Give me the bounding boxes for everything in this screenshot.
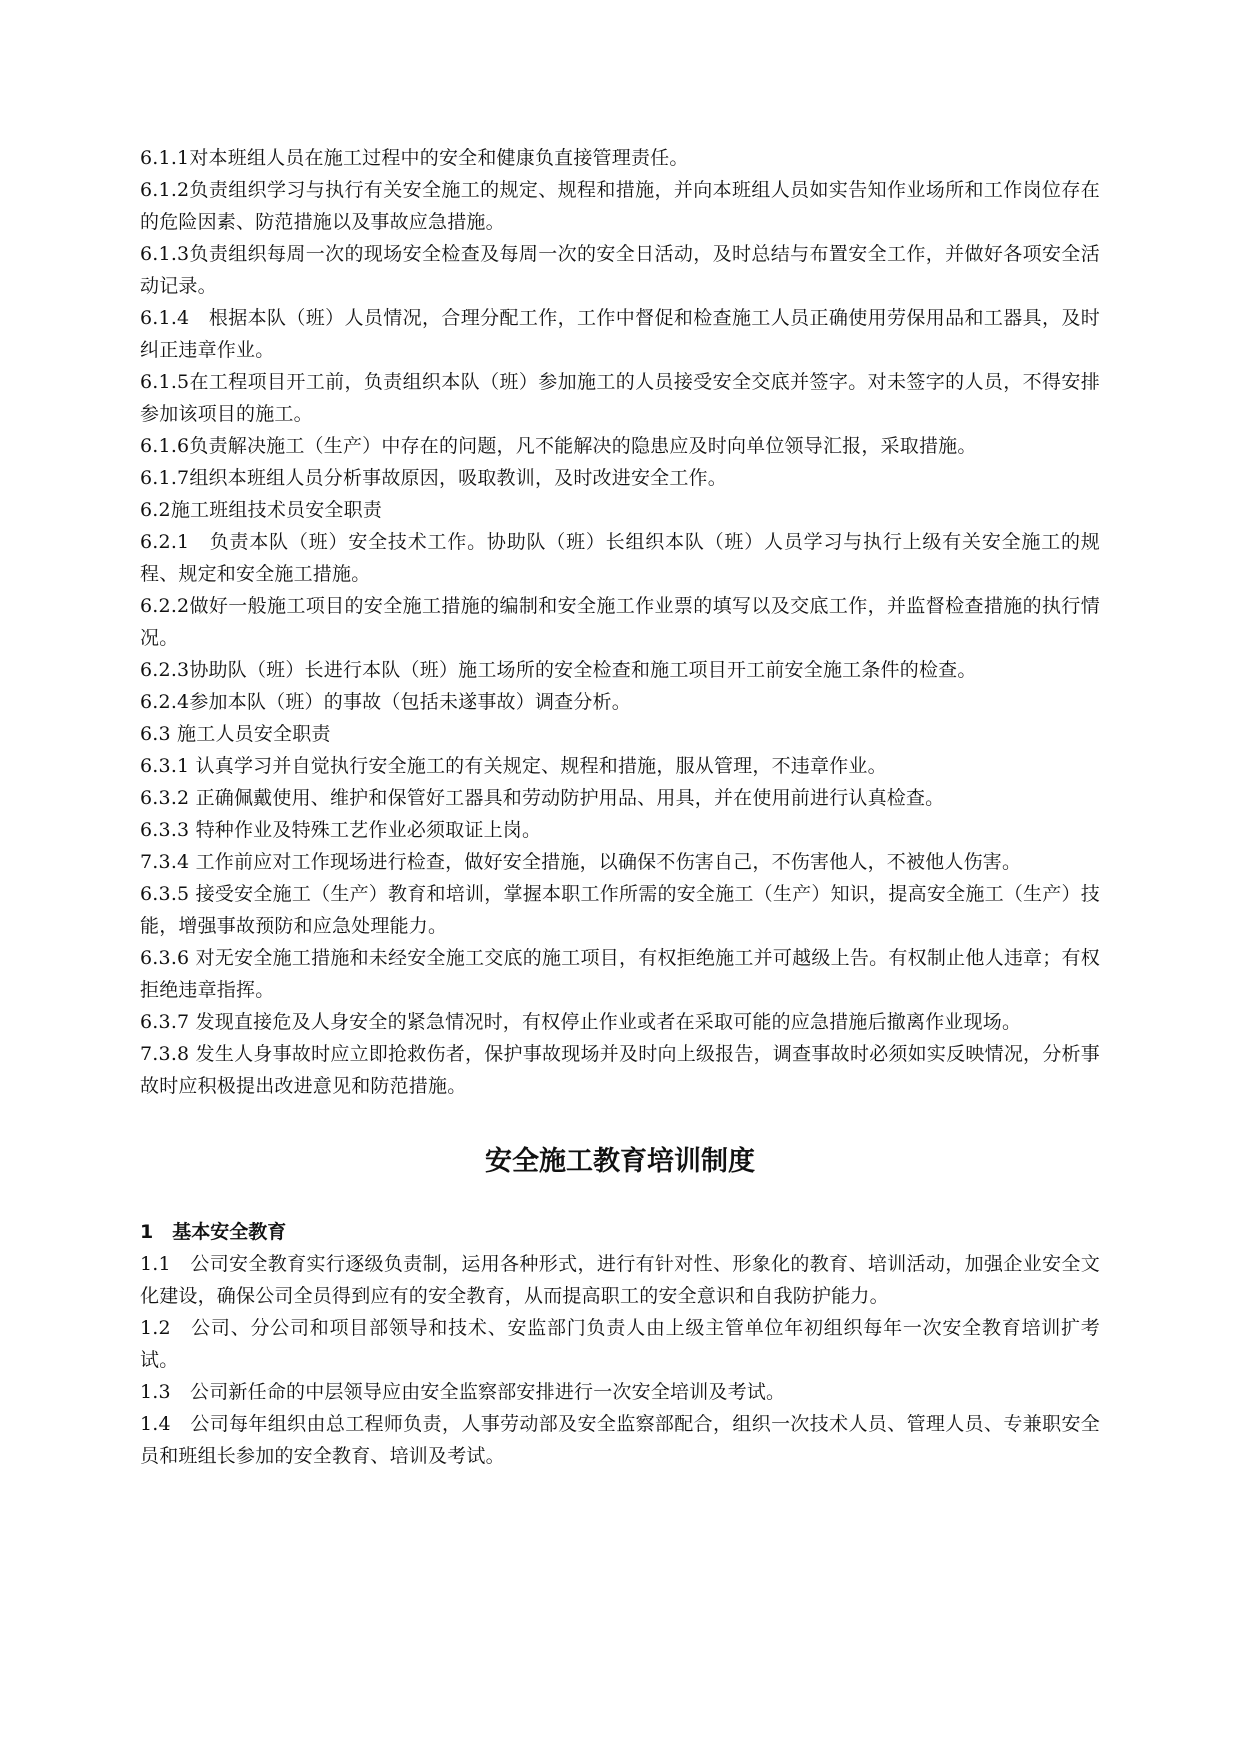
paragraph-6-1-2: 6.1.2负责组织学习与执行有关安全施工的规定、规程和措施，并向本班组人员如实告知作业场所和工作岗位存在的危险因素、防范措施以及事故应急措施。 (140, 179, 1100, 233)
paragraph-6-1-7: 6.1.7组织本班组人员分析事故原因，吸取教训，及时改进安全工作。 (140, 467, 727, 489)
paragraph-6-3-5: 6.3.5 接受安全施工（生产）教育和培训，掌握本职工作所需的安全施工（生产）知识，提高安全施工（生产）技能，增强事故预防和应急处理能力。 (140, 883, 1100, 937)
paragraph-6-2-4: 6.2.4参加本队（班）的事故（包括未遂事故）调查分析。 (140, 691, 631, 713)
paragraph-7-3-4: 7.3.4 工作前应对工作现场进行检查，做好安全措施，以确保不伤害自己，不伤害他人，不被他人伤害。 (140, 851, 1022, 873)
paragraph-6-1-5: 6.1.5在工程项目开工前，负责组织本队（班）参加施工的人员接受安全交底并签字。对未签字的人员，不得安排参加该项目的施工。 (140, 371, 1100, 425)
paragraph-6-3-1: 6.3.1 认真学习并自觉执行安全施工的有关规定、规程和措施，服从管理，不违章作业。 (140, 755, 887, 777)
paragraph-6-2-3: 6.2.3协助队（班）长进行本队（班）施工场所的安全检查和施工项目开工前安全施工条件的检查。 (140, 659, 977, 681)
responsibilities-section (140, 142, 1100, 1102)
paragraph-6-3-2: 6.3.2 正确佩戴使用、维护和保管好工器具和劳动防护用品、用具，并在使用前进行认真检查。 (140, 787, 945, 809)
document-title: 安全施工教育培训制度 (485, 1146, 755, 1177)
paragraph-6-1-3: 6.1.3负责组织每周一次的现场安全检查及每周一次的安全日活动，及时总结与布置安全工作，并做好各项安全活动记录。 (140, 243, 1100, 297)
subsection-heading-6-2: 6.2施工班组技术员安全职责 (140, 499, 383, 521)
subsection-heading-6-3: 6.3 施工人员安全职责 (140, 723, 331, 745)
paragraph-6-3-7: 6.3.7 发现直接危及人身安全的紧急情况时，有权停止作业或者在采取可能的应急措施后撤离作业现场。 (140, 1011, 1022, 1033)
paragraph-1-3: 1.3 公司新任命的中层领导应由安全监察部安排进行一次安全培训及考试。 (140, 1381, 786, 1403)
paragraph-6-1-4: 6.1.4 根据本队（班）人员情况，合理分配工作，工作中督促和检查施工人员正确使用劳保用品和工器具，及时纠正违章作业。 (140, 307, 1100, 361)
paragraph-1-2: 1.2 公司、分公司和项目部领导和技术、安监部门负责人由上级主管单位年初组织每年一次安全教育培训扩考试。 (140, 1317, 1100, 1371)
education-section (140, 1216, 1100, 1472)
paragraph-1-4: 1.4 公司每年组织由总工程师负责，人事劳动部及安全监察部配合，组织一次技术人员、管理人员、专兼职安全员和班组长参加的安全教育、培训及考试。 (140, 1413, 1100, 1467)
paragraph-1-1: 1.1 公司安全教育实行逐级负责制，运用各种形式，进行有针对性、形象化的教育、培训活动，加强企业安全文化建设，确保公司全员得到应有的安全教育，从而提高职工的安全意识和自我防护能力。 (140, 1253, 1100, 1307)
paragraph-6-3-6: 6.3.6 对无安全施工措施和未经安全施工交底的施工项目，有权拒绝施工并可越级上告。有权制止他人违章；有权拒绝违章指挥。 (140, 947, 1100, 1001)
paragraph-6-1-6: 6.1.6负责解决施工（生产）中存在的问题，凡不能解决的隐患应及时向单位领导汇报，采取措施。 (140, 435, 977, 457)
paragraph-6-2-2: 6.2.2做好一般施工项目的安全施工措施的编制和安全施工作业票的填写以及交底工作，并监督检查措施的执行情况。 (140, 595, 1100, 649)
document-content (140, 142, 1100, 1472)
paragraph-6-2-1: 6.2.1 负责本队（班）安全技术工作。协助队（班）长组织本队（班）人员学习与执行上级有关安全施工的规程、规定和安全施工措施。 (140, 531, 1100, 585)
paragraph-7-3-8: 7.3.8 发生人身事故时应立即抢救伤者，保护事故现场并及时向上级报告，调查事故时必须如实反映情况，分析事故时应积极提出改进意见和防范措施。 (140, 1043, 1100, 1097)
paragraph-6-3-3: 6.3.3 特种作业及特殊工艺作业必须取证上岗。 (140, 819, 542, 841)
section-heading-basic-safety-education: 1 基本安全教育 (140, 1221, 287, 1243)
paragraph-6-1-1: 6.1.1对本班组人员在施工过程中的安全和健康负直接管理责任。 (140, 147, 689, 169)
